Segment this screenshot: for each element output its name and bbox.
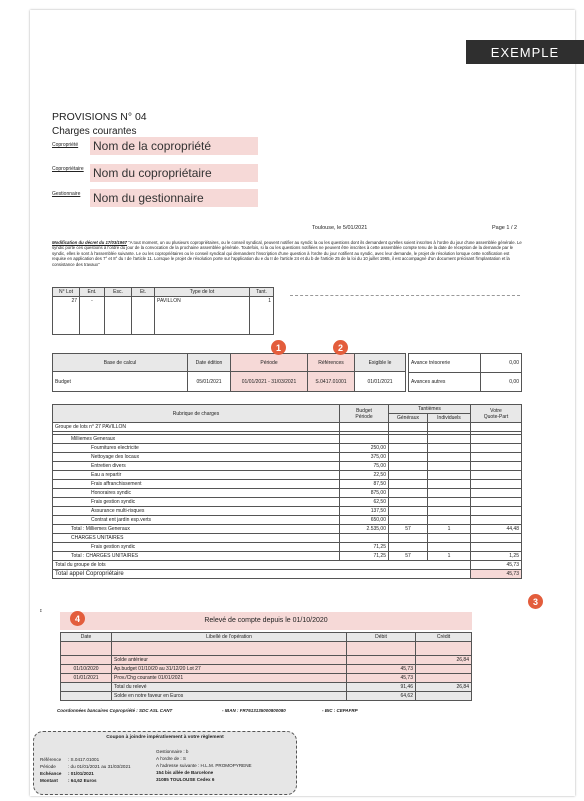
charges-header-individuels: Individuels — [428, 414, 471, 423]
marker-2: 2 — [333, 340, 348, 355]
decree-notice — [52, 240, 522, 267]
charges-item-ind — [428, 498, 471, 507]
charges-item-label: Frais gestion syndic — [53, 498, 340, 507]
advance-treso-value: 0,00 — [481, 354, 522, 373]
charges-item-qp — [471, 453, 522, 462]
releve-total-credit: 26,84 — [416, 683, 472, 692]
decree-notice-text: "A tout moment, un ou plusieurs copropriétaires, ou le conseil syndical, peuvent notifier au syndic la ou les questions dont ils demandent qu'elles soient inscrites à l'ordre du jour d'une assemblée générale. Le syndic porte ces questions à l'ordre du jour de la convocation de la prochaine assemblée générale. Toutefois, si la ou les questions notifiées ne peuvent être inscrites à cette assemblée compte tenu de la date de réception de la demande par le syndic, elles le sont à l'assemblée suivante. Le ou les copropriétaires ou le conseil syndical qui demandent l'inscription d'une question à l'ordre du jour notifient au syndic, avec leur demande, le projet de résolution lorsque cette notification est requise en application des 7° et 8° du I de l'article 11. Lorsque le projet de résolution porte sur l'application du e du II de l'article 24 et du b de l'article 25 de la loi du 10 juillet 1965, il est accompagné d'un document précisant l'implantation et la consistance des travaux" — [52, 240, 522, 267]
decree-notice-lead: Modification du décret du 17/03/1967 — [52, 240, 127, 245]
charges-section-cell — [471, 435, 522, 444]
copropriete-value: Nom de la copropriété — [90, 137, 258, 155]
charges-item-gen — [389, 471, 428, 480]
coupon-title: Coupon à joindre impérativement à votre règlement — [106, 735, 224, 740]
charges-item-label: Contrat ent jardin esp.verts — [53, 516, 340, 525]
advance-autres-label: Avances autres — [409, 373, 481, 392]
releve-row-debit — [347, 656, 416, 665]
lots-cell-type: PAVILLON — [155, 297, 250, 335]
charges-item-qp — [471, 462, 522, 471]
small-tick: ɪ — [40, 608, 42, 614]
charges-item-label: Nettoyage des locaux — [53, 453, 340, 462]
example-badge: EXEMPLE — [466, 40, 584, 64]
charges-item-ind — [428, 471, 471, 480]
base-header-exigible: Exigible le — [355, 354, 406, 372]
advance-autres-value: 0,00 — [481, 373, 522, 392]
charges-total-unitaires-qp: 1,25 — [471, 552, 522, 561]
coupon-right — [156, 748, 292, 783]
coupon-left — [40, 756, 152, 784]
charges-header-votre — [471, 405, 522, 423]
charges-body — [53, 423, 522, 579]
releve-table — [60, 632, 472, 701]
charges-section2-row — [53, 534, 522, 543]
charges-total-generaux — [53, 525, 522, 534]
bank-coords: Coordonnées bancaires Copropriété : SDC ASL CANT — [57, 708, 173, 713]
charges-total-generaux-budget: 2.535,00 — [340, 525, 389, 534]
base-cell-date: 05/01/2021 — [188, 372, 231, 392]
releve-row-date: 01/10/2020 — [61, 665, 112, 674]
lots-cell-tant: 1 — [250, 297, 274, 335]
charges-header-tantiemes: Tantièmes — [389, 405, 471, 414]
charges-item-ind — [428, 453, 471, 462]
coupon-right-line: A l'ordre de : S — [156, 756, 186, 761]
charges-item-budget: 650,00 — [340, 516, 389, 525]
charges-item-row — [53, 480, 522, 489]
charges-item-gen — [389, 507, 428, 516]
base-cell-base: Budget — [53, 372, 188, 392]
charges-item-gen — [389, 498, 428, 507]
charges-item-row — [53, 471, 522, 480]
charges-item-row — [53, 453, 522, 462]
charges-item-budget: 137,50 — [340, 507, 389, 516]
releve-row-label: Solde antérieur — [112, 656, 347, 665]
marker-4: 4 — [70, 611, 85, 626]
charges-item-qp — [471, 516, 522, 525]
lots-header-tant: Tant. — [250, 288, 274, 297]
charges-item-gen — [389, 489, 428, 498]
coproprietaire-value: Nom du copropriétaire — [90, 164, 258, 182]
releve-spacer-cell — [61, 642, 112, 656]
gestionnaire-label: Gestionnaire — [52, 191, 81, 197]
charges-item-ind — [428, 543, 471, 552]
charges-section-cell — [428, 435, 471, 444]
charges-item-row — [53, 489, 522, 498]
charges-item-gen — [389, 444, 428, 453]
charges-item-gen — [389, 543, 428, 552]
bank-bic: - BIC : CEPAFRP — [322, 708, 358, 713]
releve-row-debit: 45,73 — [347, 665, 416, 674]
bank-iban: - IBAN : FR7613135000800080 — [222, 708, 286, 713]
charges-grand-total-label: Total appel Copropriétaire — [53, 570, 471, 579]
charges-total-unitaires-budget: 71,25 — [340, 552, 389, 561]
charges-header-rubrique: Rubrique de charges — [53, 405, 340, 423]
charges-group-total-row — [53, 561, 522, 570]
releve-solde-credit — [416, 692, 472, 701]
charges-table — [52, 404, 522, 579]
document-title: PROVISIONS N° 04 — [52, 111, 147, 123]
charges-header-votre-text: Votre — [490, 407, 502, 414]
charges-item-ind — [428, 462, 471, 471]
dashed-separator — [290, 295, 520, 296]
charges-item-budget: 375,00 — [340, 453, 389, 462]
coupon-right-line: Gestionnaire : b — [156, 749, 189, 754]
copropriete-label: Copropriété — [52, 142, 79, 148]
charges-group-qp — [471, 423, 522, 432]
charges-section-label: Milliemes Generaux — [53, 435, 340, 444]
charges-item-ind — [428, 480, 471, 489]
coproprietaire-label: Copropriétaire — [52, 166, 84, 172]
lots-header-esc: Esc. — [105, 288, 132, 297]
releve-row-credit — [416, 665, 472, 674]
charges-item-row — [53, 543, 522, 552]
charges-item-row — [53, 516, 522, 525]
charges-grand-total-row — [53, 570, 522, 579]
charges-group-row — [53, 423, 522, 432]
charges-total-generaux-ind: 1 — [428, 525, 471, 534]
coupon-right-line: A l'adresse suivante : H.L.M. PROMOPYRENE — [156, 763, 252, 768]
charges-item-row — [53, 498, 522, 507]
releve-header-libelle: Libellé de l'opération — [112, 633, 347, 642]
charges-header-generaux: Généraux — [389, 414, 428, 423]
releve-spacer-cell — [416, 642, 472, 656]
releve-solde-label: Solde en notre faveur en Euros — [112, 692, 347, 701]
lots-cell-lot: 27 — [53, 297, 80, 335]
coupon-left-key: Référence — [40, 757, 62, 762]
charges-header-budget — [340, 405, 389, 423]
releve-total-label: Total du relevé — [112, 683, 347, 692]
charges-item-budget: 250,00 — [340, 444, 389, 453]
coupon-left-line — [40, 763, 152, 770]
charges-item-label: Frais gestion syndic — [53, 543, 340, 552]
charges-total-generaux-gen: 57 — [389, 525, 428, 534]
charges-item-qp — [471, 543, 522, 552]
releve-row-date — [61, 656, 112, 665]
releve-solde-spacer — [61, 692, 112, 701]
charges-item-ind — [428, 516, 471, 525]
charges-item-label: Assurance multi-risques — [53, 507, 340, 516]
releve-row — [61, 656, 472, 665]
charges-item-gen — [389, 516, 428, 525]
charges-total-unitaires-ind: 1 — [428, 552, 471, 561]
charges-item-budget: 71,25 — [340, 543, 389, 552]
charges-group-label: Groupe de lots n° 27 PAVILLON — [53, 423, 340, 432]
charges-grand-total-qp: 45,73 — [471, 570, 522, 579]
releve-spacer-cell — [112, 642, 347, 656]
charges-item-gen — [389, 480, 428, 489]
charges-item-qp — [471, 444, 522, 453]
releve-spacer-cell — [347, 642, 416, 656]
charges-item-qp — [471, 471, 522, 480]
advance-treso-label: Avance trésorerie — [409, 354, 481, 373]
page-number: Page 1 / 2 — [492, 225, 518, 231]
lots-header-lot: N° Lot — [53, 288, 80, 297]
charges-item-row — [53, 444, 522, 453]
charges-item-label: Entretien divers — [53, 462, 340, 471]
charges-item-qp — [471, 480, 522, 489]
releve-row-label: Ap.budget 01/10/20 au 31/12/20 Lot 27 — [112, 665, 347, 674]
charges-item-budget: 87,50 — [340, 480, 389, 489]
coupon-left-line — [40, 756, 152, 763]
charges-item-budget: 875,00 — [340, 489, 389, 498]
charges-group-budget — [340, 423, 389, 432]
releve-row-credit — [416, 674, 472, 683]
charges-total-unitaires — [53, 552, 522, 561]
releve-total-debit: 91,46 — [347, 683, 416, 692]
base-cell-periode: 01/01/2021 - 31/03/2021 — [231, 372, 308, 392]
releve-header-date: Date — [61, 633, 112, 642]
charges-section-cell — [389, 435, 428, 444]
payment-coupon — [33, 731, 297, 795]
coupon-left-key: Montant — [40, 778, 58, 783]
charges-section-cell — [340, 435, 389, 444]
releve-row-date: 01/01/2021 — [61, 674, 112, 683]
charges-item-gen — [389, 453, 428, 462]
charges-item-qp — [471, 489, 522, 498]
coupon-left-value: : 01/01/2021 — [68, 771, 94, 776]
base-header-base: Base de calcul — [53, 354, 188, 372]
base-cell-exigible: 01/01/2021 — [355, 372, 406, 392]
charges-header-budget-text: Budget — [356, 407, 372, 414]
coupon-right-line: 31085 TOULOUSE Cedex 6 — [156, 777, 215, 782]
document-subtitle: Charges courantes — [52, 126, 137, 137]
releve-total-spacer — [61, 683, 112, 692]
lots-header-et: Et. — [132, 288, 155, 297]
charges-group-ind — [428, 423, 471, 432]
releve-row — [61, 665, 472, 674]
charges-group-total-label: Total du groupe de lots — [53, 561, 471, 570]
coupon-left-key: Période — [40, 764, 56, 769]
base-table — [52, 353, 406, 392]
advances-table — [408, 353, 522, 392]
charges-item-label: Honoraires syndic — [53, 489, 340, 498]
charges-total-unitaires-label: Total : CHARGES UNITAIRES — [53, 552, 340, 561]
charges-total-unitaires-gen: 57 — [389, 552, 428, 561]
releve-solde-debit: 64,62 — [347, 692, 416, 701]
charges-item-label: Frais affranchissement — [53, 480, 340, 489]
lots-header-type: Type de lot — [155, 288, 250, 297]
charges-section2-cell — [428, 534, 471, 543]
charges-group-total-qp: 45,73 — [471, 561, 522, 570]
place-date: Toulouse, le 5/01/2021 — [312, 225, 368, 231]
base-header-date: Date édition — [188, 354, 231, 372]
coupon-left-value: : S.0417.01001 — [68, 757, 100, 762]
gestionnaire-value: Nom du gestionnaire — [90, 189, 258, 207]
charges-item-label: Eau a repartir — [53, 471, 340, 480]
marker-1: 1 — [271, 340, 286, 355]
base-header-references: Références — [308, 354, 355, 372]
charges-item-row — [53, 507, 522, 516]
lots-cell-et — [132, 297, 155, 335]
releve-spacer-row — [61, 642, 472, 656]
charges-item-budget: 62,50 — [340, 498, 389, 507]
releve-row-credit: 26,84 — [416, 656, 472, 665]
charges-total-generaux-label: Total : Milliemes Generaux — [53, 525, 340, 534]
charges-item-ind — [428, 507, 471, 516]
lots-table — [52, 287, 274, 335]
charges-header-periode-text: Période — [355, 413, 373, 420]
releve-header-debit: Débit — [347, 633, 416, 642]
releve-row — [61, 674, 472, 683]
charges-item-budget: 22,50 — [340, 471, 389, 480]
charges-item-qp — [471, 507, 522, 516]
charges-item-row — [53, 462, 522, 471]
coupon-left-key: Echéance — [40, 771, 62, 776]
lots-cell-esc — [105, 297, 132, 335]
charges-section-row — [53, 435, 522, 444]
lots-cell-ent: - — [80, 297, 105, 335]
releve-row-debit: 45,73 — [347, 674, 416, 683]
releve-title: Relevé de compte depuis le 01/10/2020 — [60, 612, 472, 630]
coupon-left-line — [40, 770, 152, 777]
charges-total-generaux-qp: 44,48 — [471, 525, 522, 534]
coupon-left-line — [40, 777, 152, 784]
coupon-left-value: : 64,62 Euros — [68, 778, 97, 783]
base-cell-references: S.0417.01001 — [308, 372, 355, 392]
lots-header-ent: Ent. — [80, 288, 105, 297]
charges-section2-cell — [340, 534, 389, 543]
marker-3: 3 — [528, 594, 543, 609]
charges-header-quote-text: Quote-Part — [483, 413, 509, 420]
coupon-left-value: : du 01/01/2021 au 31/03/2021 — [68, 764, 131, 769]
base-header-periode: Période — [231, 354, 308, 372]
charges-section2-cell — [471, 534, 522, 543]
charges-item-ind — [428, 444, 471, 453]
charges-item-label: Fournitures electricite — [53, 444, 340, 453]
charges-section2-label: CHARGES UNITAIRES — [53, 534, 340, 543]
releve-header-credit: Crédit — [416, 633, 472, 642]
coupon-right-line: 154 bis allée de Barcelone — [156, 770, 214, 775]
releve-body — [61, 642, 472, 683]
charges-section2-cell — [389, 534, 428, 543]
releve-row-label: Prov./Chg courante 01/01/2021 — [112, 674, 347, 683]
charges-item-gen — [389, 462, 428, 471]
charges-group-gen — [389, 423, 428, 432]
charges-item-ind — [428, 489, 471, 498]
charges-item-budget: 75,00 — [340, 462, 389, 471]
charges-item-qp — [471, 498, 522, 507]
